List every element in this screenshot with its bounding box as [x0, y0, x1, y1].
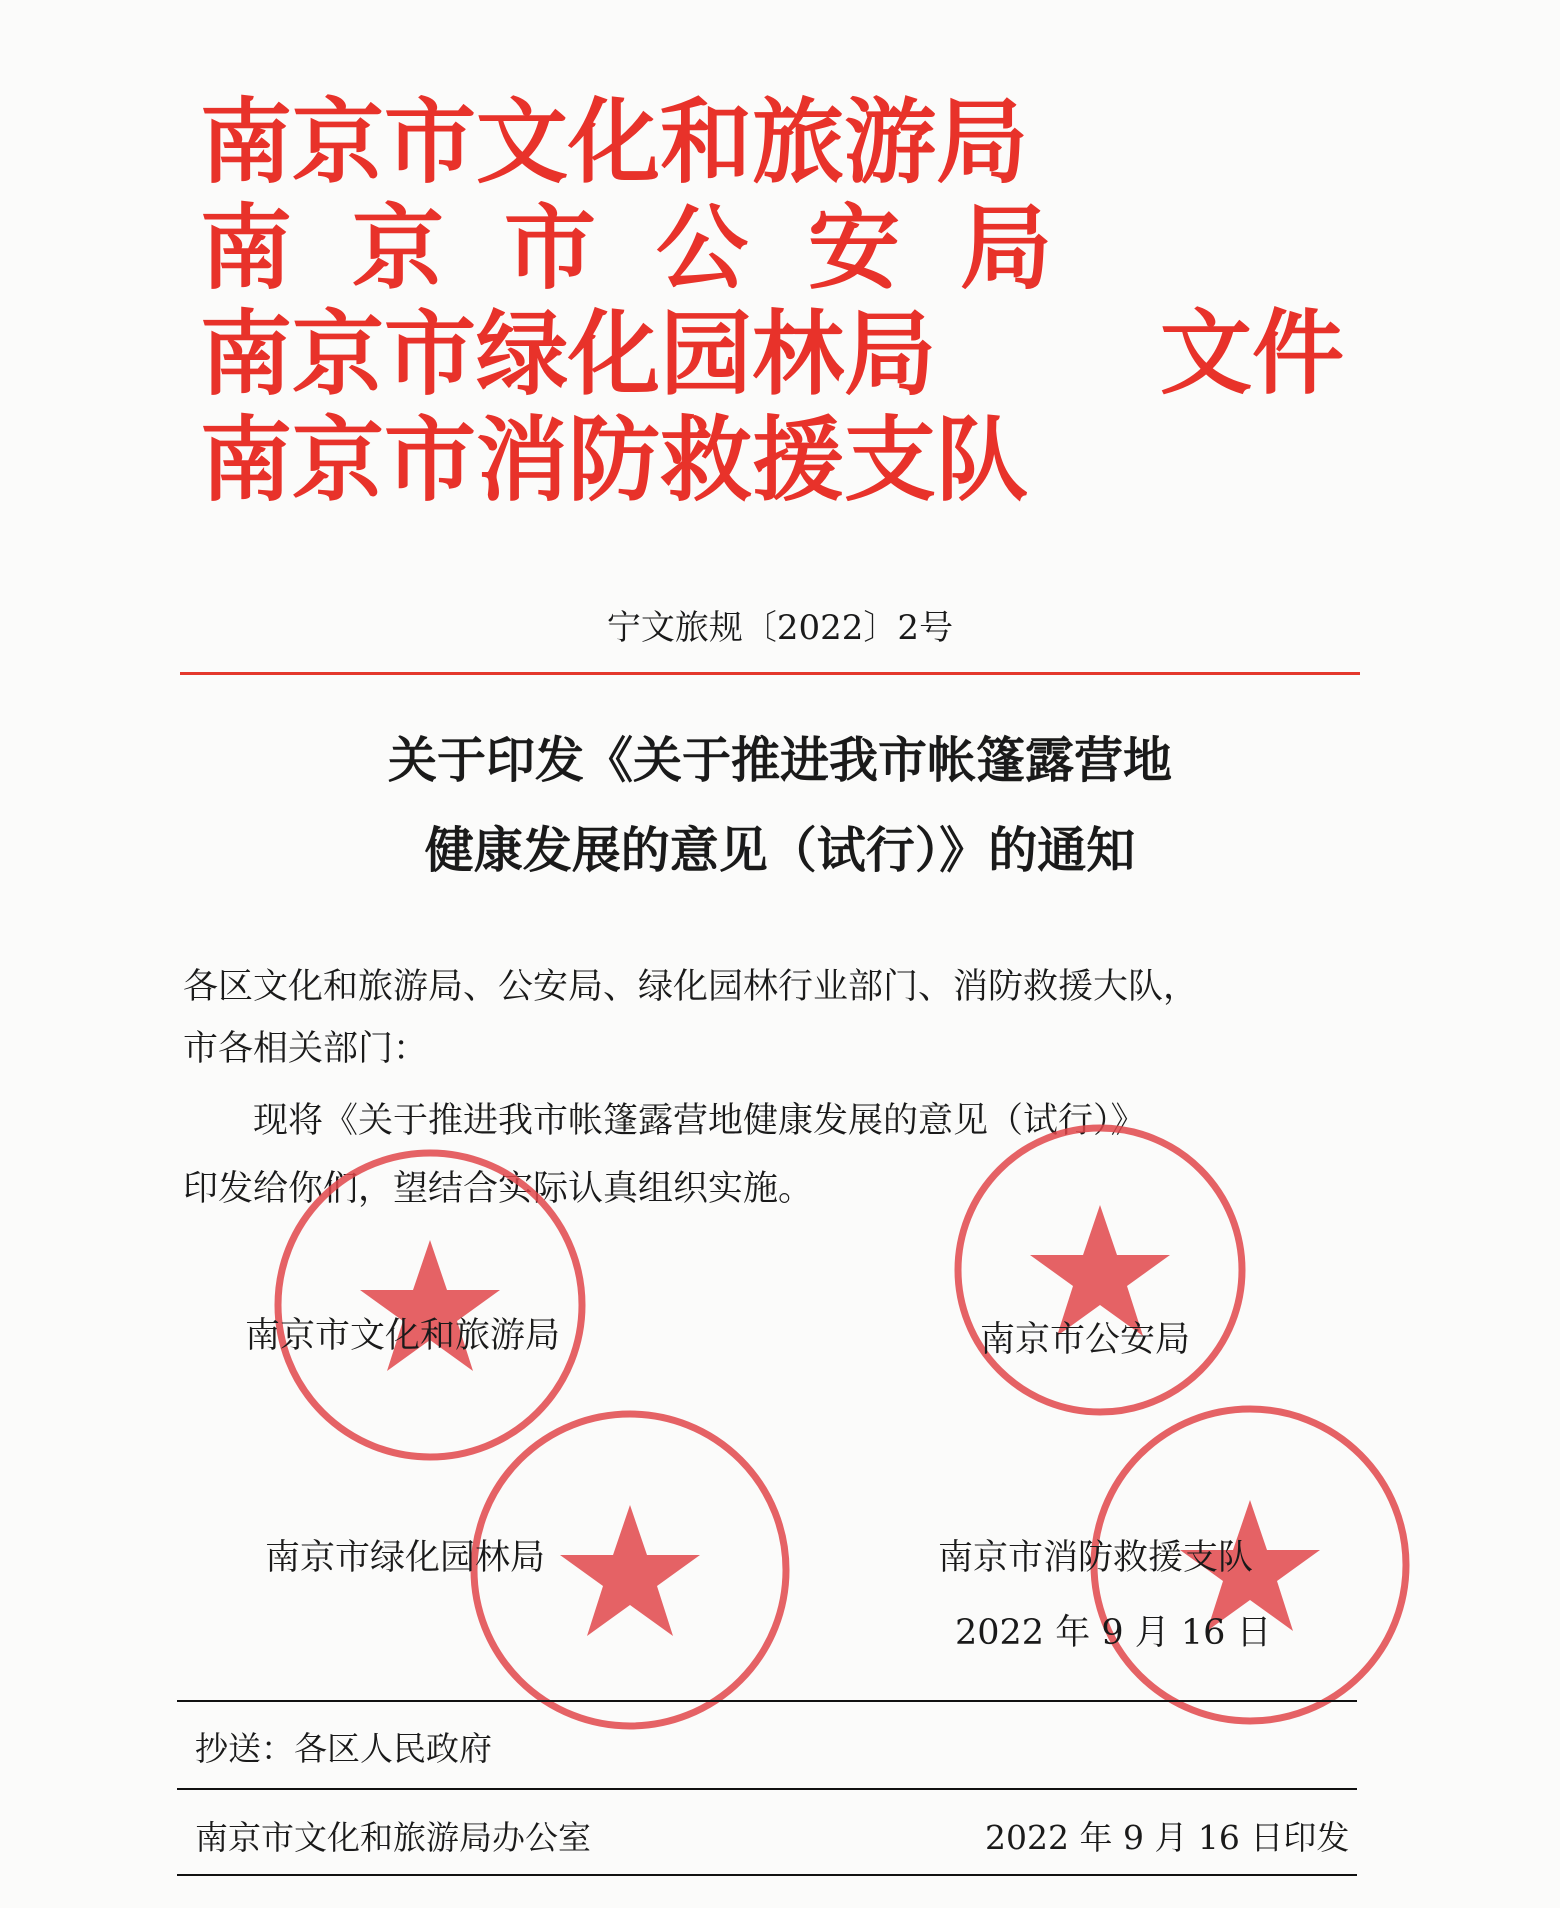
issuer-2: 南京市公安局 — [200, 195, 1113, 302]
paragraph-line-2: 印发给你们，望结合实际认真组织实施。 — [183, 1169, 814, 1209]
footer-rule-top — [177, 1700, 1357, 1702]
issuer-4: 南京市消防救援支队 — [200, 407, 1029, 514]
footer-rule-bottom — [177, 1874, 1357, 1876]
signature-fire-rescue: 南京市消防救援支队 — [938, 1538, 1254, 1578]
signature-culture-tourism: 南京市文化和旅游局 — [245, 1316, 561, 1356]
paragraph-line-1: 现将《关于推进我市帐篷露营地健康发展的意见（试行）》 — [253, 1101, 1146, 1141]
print-date: 2022 年 9 月 16 日印发 — [985, 1818, 1350, 1857]
issue-date: 2022 年 9 月 16 日 — [955, 1613, 1272, 1653]
title-line-1: 关于印发《关于推进我市帐篷露营地 — [387, 732, 1172, 789]
recipients-line-1: 各区文化和旅游局、公安局、绿化园林行业部门、消防救援大队， — [183, 967, 1199, 1007]
footer-rule-middle — [177, 1788, 1357, 1790]
issuer-1: 南京市文化和旅游局 — [200, 89, 1029, 196]
title-line-2: 健康发展的意见（试行）》的通知 — [424, 822, 1136, 879]
seal-public-security — [950, 1120, 1250, 1420]
red-divider — [180, 672, 1360, 675]
signature-landscaping: 南京市绿化园林局 — [265, 1538, 546, 1578]
recipients-line-2: 市各相关部门： — [183, 1029, 429, 1069]
issuing-office: 南京市文化和旅游局办公室 — [195, 1818, 591, 1857]
signature-public-security: 南京市公安局 — [980, 1320, 1191, 1360]
cc-line: 抄送：各区人民政府 — [195, 1729, 492, 1768]
issuer-3: 南京市绿化园林局 — [200, 301, 937, 408]
doc-number: 宁文旅规〔2022〕2号 — [606, 608, 954, 648]
file-suffix: 文件 — [1160, 300, 1345, 407]
